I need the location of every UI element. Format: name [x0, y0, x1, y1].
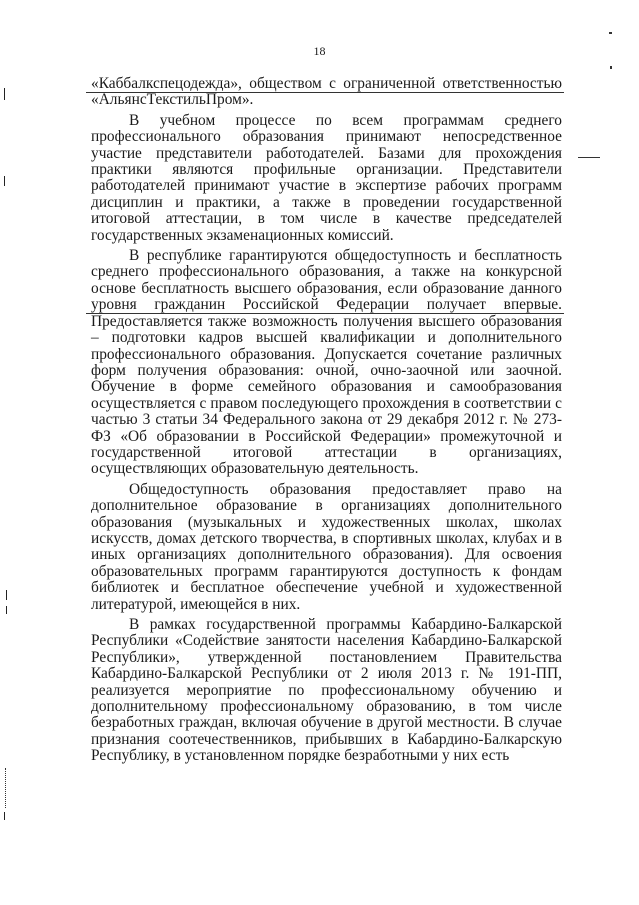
margin-mark-5: [4, 812, 5, 820]
paragraph-2: В учебном процессе по всем программам среднего профессионального образования принимают непосредственное участие представители работодателей. Базами для прохождения практики являются профильные организации. Представители работодателей принимают участие в экспертизе рабочих программ дисциплин и практики, а также в проведении государственной итоговой аттестации, в том числе в качестве председателей государственных экзаменационных комиссий.: [91, 111, 562, 244]
speck-2: [610, 66, 612, 69]
scan-line-middle: [86, 313, 564, 314]
paragraph-3: В республике гарантируются общедоступность и бесплатность среднего профессионального образования, а также на конкурсной основе бесплатность высшего образования, если образование данного уровня гражданин Российской Федерации получает впервые. Предоставляется также возможность получения высшего образования – подготовки кадров высшей квалификации и дополнительного профессионального образования. Допускается сочетание различных форм получения образования: очной, очно-заочной или заочной. Обучение в форме семейного образования и самообразования осуществляется с правом последующего прохождения в соответствии с частью 3 статьи 34 Федерального закона от 29 декабря 2012 г. № 273-ФЗ «Об образовании в Российской Федерации» промежуточной и государственной итоговой аттестации в организациях, осуществляющих образовательную деятельность.: [91, 247, 562, 478]
paragraph-1: «Каббалкспецодежда», обществом с ограниченной ответственностью «АльянсТекстильПром».: [91, 75, 562, 109]
scan-dash-right: [578, 157, 600, 158]
page-number: 18: [313, 44, 326, 58]
speck-1: [609, 32, 612, 34]
paragraph-4: Общедоступность образования предоставляет право на дополнительное образование в организациях дополнительного образования (музыкальных и художественных школах, школах искусств, домах детского творчества, в спортивных школах, клубах и в иных организациях дополнительного образования). Для освоения образовательных программ гарантируются доступность к фондам библиотек и бесплатное обеспечение учебной и художественной литературой, имеющейся в них.: [91, 480, 562, 613]
margin-mark-4: [6, 606, 7, 614]
margin-mark-1: [4, 88, 5, 100]
scan-line-top: [86, 92, 564, 93]
document-body: [91, 76, 562, 769]
margin-mark-2: [4, 176, 5, 186]
paragraph-5: В рамках государственной программы Кабардино-Балкарской Республики «Содействие занятости населения Кабардино-Балкарской Республики», утвержденной постановлением Правительства Кабардино-Балкарской Республики от 2 июля 2013 г. № 191-ПП, реализуется мероприятие по профессиональному обучению и дополнительному профессиональному образованию, в том числе безработных граждан, включая обучение в другой местности. В случае признания соотечественников, прибывших в Кабардино-Балкарскую Республику, в установленном порядке безработными у них есть: [91, 616, 562, 765]
margin-dots-1: [5, 768, 6, 808]
margin-mark-3: [6, 590, 7, 600]
